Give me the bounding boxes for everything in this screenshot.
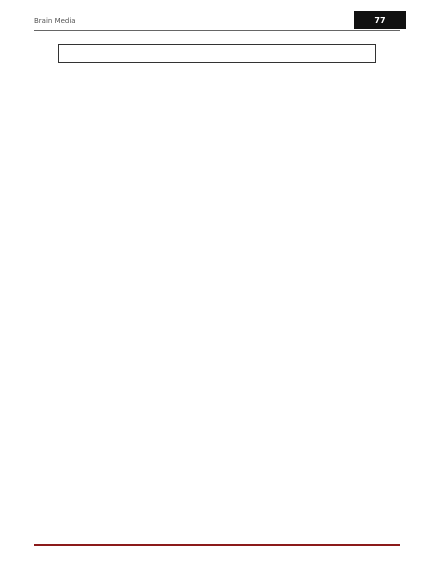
- header-divider: [34, 30, 400, 31]
- page-number: 77: [354, 11, 406, 29]
- document-title: [58, 44, 376, 63]
- publisher-name: Brain Media: [34, 17, 76, 25]
- footer-divider: [34, 544, 400, 546]
